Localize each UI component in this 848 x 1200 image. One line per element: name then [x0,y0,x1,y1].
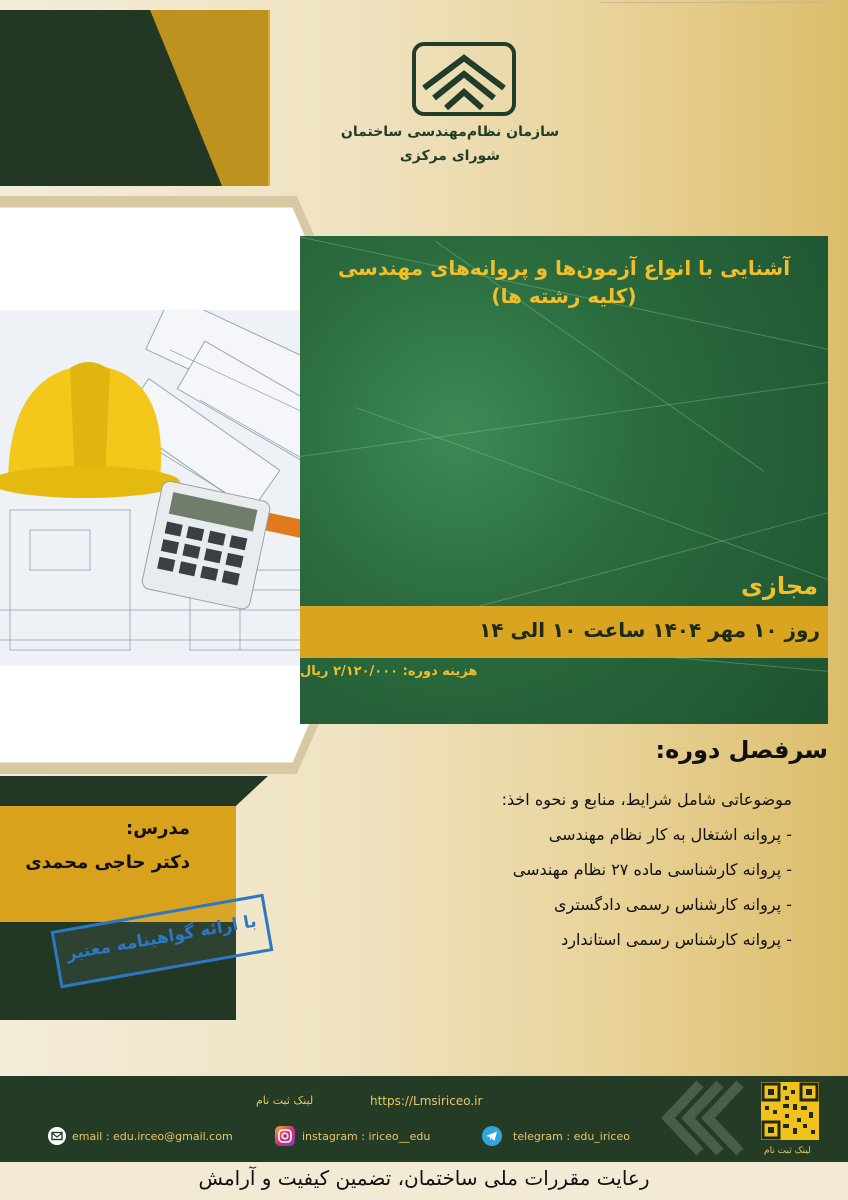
org-name-line1: سازمان نظام‌مهندسی ساختمان [340,124,560,140]
syllabus-item: - پروانه کارشناسی ماده ۲۷ نظام مهندسی [512,860,792,879]
email-contact[interactable]: email : edu.irceo@gmail.com [72,1130,233,1143]
syllabus-item: - پروانه کارشناس رسمی استاندارد [561,930,792,949]
course-title-line2: (کلیه رشته ها) [491,284,637,308]
syllabus-intro: موضوعاتی شامل شرایط، منابع و نحوه اخذ: [501,790,792,809]
org-name-line2: شورای مرکزی [399,148,501,164]
footer-chevrons [660,1080,750,1156]
syllabus-item: - پروانه کارشناس رسمی دادگستری [554,895,792,914]
telegram-icon [482,1126,502,1146]
qr-code[interactable] [761,1082,819,1140]
course-title-line1: آشنایی با انواع آزمون‌ها و پروانه‌های مهندسی [337,256,791,280]
top-right-line [600,2,828,3]
instagram-icon [275,1126,295,1146]
syllabus-list [380,788,792,963]
instructor-name: دکتر حاجی محمدی [25,852,190,873]
syllabus-item: - پروانه اشتغال به کار نظام مهندسی [548,825,792,844]
register-link[interactable]: https://Lmsiriceo.ir [370,1094,483,1108]
syllabus-heading: سرفصل دوره: [655,736,828,764]
course-title [300,254,828,310]
course-cost: هزینه دوره: ۲/۱۲۰/۰۰۰ ریال [300,664,478,679]
telegram-contact[interactable]: telegram : edu_iriceo [513,1130,630,1143]
house-roof-logo-icon [410,40,518,118]
instructor-top-stripe [0,776,268,806]
course-mode: مجازی [741,572,818,600]
certificate-stamp: با ارائه گواهینامه معتبر [51,894,274,989]
org-name [330,120,570,168]
email-icon [48,1127,66,1145]
instructor-label: مدرس: [126,818,190,839]
instagram-contact[interactable]: instagram : iriceo__edu [302,1130,431,1143]
qr-caption: لینک ثبت نام [764,1146,811,1156]
course-date-time: روز ۱۰ مهر ۱۴۰۴ ساعت ۱۰ الی ۱۴ [479,618,820,642]
register-label: لینک ثبت نام [256,1094,314,1107]
slogan: رعایت مقررات ملی ساختمان، تضمین کیفیت و آرامش [198,1166,650,1190]
